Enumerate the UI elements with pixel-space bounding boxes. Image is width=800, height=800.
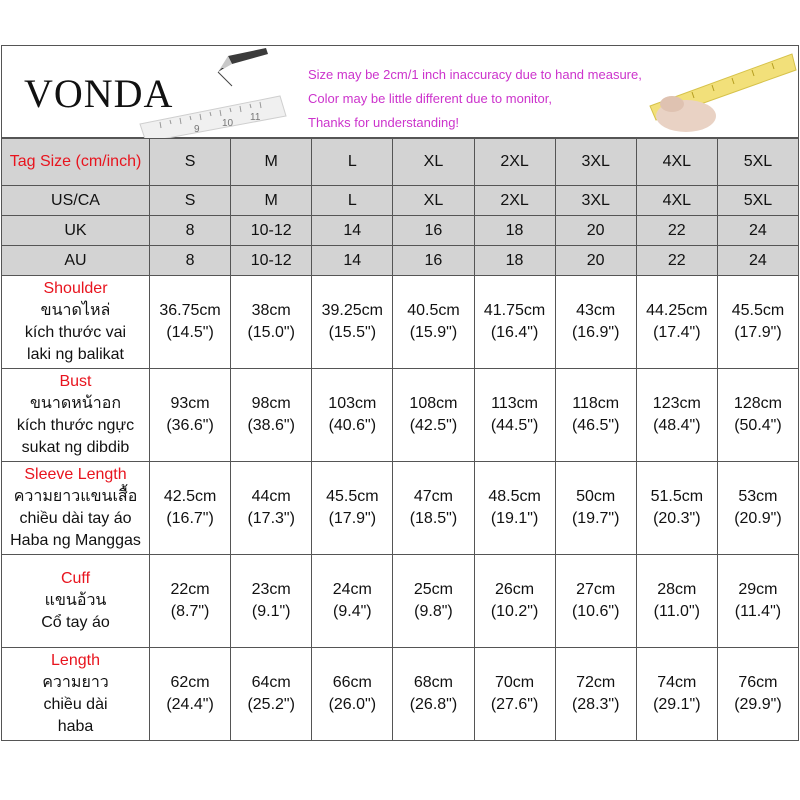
tag-size-label: Tag Size (cm/inch) <box>2 139 150 186</box>
measurement-translation: chiều dài tay áo <box>19 510 132 527</box>
value-inch: (48.4") <box>653 417 701 434</box>
measurement-value-cell <box>717 555 798 648</box>
measurement-value-cell <box>393 648 474 741</box>
value-cm: 108cm <box>409 395 458 412</box>
value-inch: (9.8") <box>414 603 453 620</box>
measurement-title: Sleeve Length <box>24 466 127 483</box>
measurement-row <box>2 462 799 555</box>
measurement-value-cell <box>555 462 636 555</box>
value-inch: (19.1") <box>490 510 539 527</box>
value-inch: (16.9") <box>571 324 620 341</box>
value-cm: 45.5cm <box>326 488 379 505</box>
value-cm: 41.75cm <box>483 302 546 319</box>
value-cm: 24cm <box>332 581 372 598</box>
value-cm: 22cm <box>170 581 210 598</box>
value-cm: 39.25cm <box>321 302 383 319</box>
value-cm: 28cm <box>657 581 697 598</box>
size-chart-table <box>1 138 799 741</box>
size-header-cell: 5XL <box>717 139 798 186</box>
value-inch: (44.5") <box>490 417 539 434</box>
measurement-row <box>2 555 799 648</box>
measurement-value-cell <box>717 369 798 462</box>
value-inch: (14.5") <box>166 324 214 341</box>
value-inch: (50.4") <box>734 417 782 434</box>
measurement-translation: laki ng balikat <box>27 346 124 363</box>
measurement-value-cell <box>150 369 231 462</box>
tag-size-row <box>2 139 799 186</box>
value-inch: (28.3") <box>571 696 620 713</box>
measurement-value-cell <box>231 648 312 741</box>
region-cell: XL <box>393 186 474 216</box>
measurement-value-cell <box>150 648 231 741</box>
region-cell: 20 <box>555 246 636 276</box>
value-cm: 44cm <box>251 488 291 505</box>
measurement-value-cell <box>393 276 474 369</box>
region-cell: 18 <box>474 216 555 246</box>
measurement-value-cell <box>150 276 231 369</box>
measurement-value-cell <box>231 555 312 648</box>
region-cell: 4XL <box>636 186 717 216</box>
value-cm: 62cm <box>170 674 210 691</box>
measurement-value-cell <box>150 555 231 648</box>
measurement-value-cell <box>312 369 393 462</box>
value-inch: (9.4") <box>333 603 372 620</box>
region-cell: 24 <box>717 216 798 246</box>
ruler-number: 10 <box>222 118 234 129</box>
note-line: Thanks for understanding! <box>308 115 460 130</box>
measurement-row <box>2 369 799 462</box>
value-inch: (20.3") <box>653 510 701 527</box>
measurement-value-cell <box>636 462 717 555</box>
value-inch: (11.4") <box>734 603 782 620</box>
value-inch: (25.2") <box>247 696 295 713</box>
measurement-value-cell <box>393 555 474 648</box>
value-inch: (16.4") <box>490 324 539 341</box>
value-inch: (9.1") <box>251 603 291 620</box>
measurement-row <box>2 648 799 741</box>
ruler-pencil-illustration <box>130 46 290 138</box>
measurement-value-cell <box>474 648 555 741</box>
region-row-au <box>2 246 799 276</box>
value-cm: 29cm <box>738 581 778 598</box>
measurement-value-cell <box>474 369 555 462</box>
value-cm: 72cm <box>576 674 616 691</box>
measurement-translation: ขนาดไหล่ <box>40 302 111 319</box>
value-cm: 42.5cm <box>163 488 217 505</box>
region-cell: 16 <box>393 216 474 246</box>
region-cell: 24 <box>717 246 798 276</box>
measurement-value-cell <box>393 369 474 462</box>
value-inch: (26.8") <box>409 696 458 713</box>
value-inch: (29.9") <box>734 696 782 713</box>
measurement-value-cell <box>555 276 636 369</box>
brand-logo: VONDA <box>24 71 174 116</box>
region-cell: 10-12 <box>231 246 312 276</box>
value-inch: (27.6") <box>490 696 539 713</box>
measurement-value-cell <box>312 462 393 555</box>
measurement-value-cell <box>636 555 717 648</box>
value-cm: 128cm <box>733 395 782 412</box>
value-cm: 76cm <box>738 674 778 691</box>
measurement-value-cell <box>312 276 393 369</box>
measurement-translation: sukat ng dibdib <box>21 439 130 456</box>
measurement-title: Shoulder <box>43 280 108 297</box>
size-header-cell: 3XL <box>555 139 636 186</box>
measurement-label-cell <box>2 276 150 369</box>
value-cm: 123cm <box>652 395 701 412</box>
value-inch: (46.5") <box>571 417 620 434</box>
measurement-value-cell <box>636 276 717 369</box>
value-inch: (29.1") <box>653 696 701 713</box>
size-header-cell: 2XL <box>474 139 555 186</box>
value-inch: (38.6") <box>247 417 295 434</box>
value-cm: 40.5cm <box>407 302 460 319</box>
value-inch: (17.4") <box>653 324 701 341</box>
value-inch: (16.7") <box>166 510 214 527</box>
value-cm: 118cm <box>572 395 620 412</box>
value-cm: 47cm <box>413 488 453 505</box>
value-inch: (40.6") <box>328 417 377 434</box>
measurement-value-cell <box>555 555 636 648</box>
value-cm: 64cm <box>251 674 291 691</box>
measurement-translation: Haba ng Manggas <box>10 532 141 549</box>
measurement-value-cell <box>474 555 555 648</box>
measurement-value-cell <box>717 648 798 741</box>
value-cm: 66cm <box>332 674 372 691</box>
note-line: Size may be 2cm/1 inch inaccuracy due to hand measure, <box>308 67 642 82</box>
value-inch: (15.9") <box>409 324 458 341</box>
value-inch: (36.6") <box>166 417 214 434</box>
region-cell: 2XL <box>474 186 555 216</box>
measurement-translation: kích thước ngực <box>16 417 135 434</box>
value-cm: 51.5cm <box>650 488 704 505</box>
region-row-uk <box>2 216 799 246</box>
region-cell: L <box>312 186 393 216</box>
value-cm: 74cm <box>657 674 697 691</box>
measurement-label-cell <box>2 369 150 462</box>
measurement-label-cell <box>2 648 150 741</box>
measurement-translation: ความยาวแขนเสื้อ <box>13 488 138 505</box>
value-inch: (20.9") <box>734 510 782 527</box>
size-header-cell: M <box>231 139 312 186</box>
value-cm: 103cm <box>328 395 377 412</box>
measurement-translation: แขนอ้วน <box>44 592 107 609</box>
measurement-translation: ขนาดหน้าอก <box>29 395 121 412</box>
region-cell: 18 <box>474 246 555 276</box>
measurement-value-cell <box>231 462 312 555</box>
disclaimer-notes <box>308 63 642 135</box>
region-cell: 14 <box>312 216 393 246</box>
measurement-value-cell <box>312 555 393 648</box>
region-cell: 8 <box>150 246 231 276</box>
value-cm: 36.75cm <box>159 302 221 319</box>
value-inch: (17.9") <box>328 510 377 527</box>
value-cm: 98cm <box>251 395 291 412</box>
ruler-number: 9 <box>194 124 200 135</box>
region-cell: M <box>231 186 312 216</box>
value-cm: 23cm <box>251 581 291 598</box>
region-cell: 5XL <box>717 186 798 216</box>
value-cm: 27cm <box>576 581 616 598</box>
hand-tape-measure-illustration <box>642 48 797 136</box>
region-label: AU <box>2 246 150 276</box>
value-inch: (17.3") <box>247 510 295 527</box>
region-row-us-ca <box>2 186 799 216</box>
measurement-value-cell <box>636 369 717 462</box>
measurement-translation: ความยาว <box>42 674 109 691</box>
region-cell: 16 <box>393 246 474 276</box>
value-cm: 93cm <box>170 395 210 412</box>
value-inch: (11.0") <box>653 603 700 620</box>
value-cm: 50cm <box>576 488 616 505</box>
measurement-translation: kích thước vai <box>24 324 127 341</box>
measurement-title: Length <box>51 652 100 669</box>
measurement-value-cell <box>393 462 474 555</box>
banner <box>1 45 799 138</box>
measurement-translation: chiều dài <box>43 696 108 713</box>
measurement-value-cell <box>636 648 717 741</box>
measurement-label-cell <box>2 555 150 648</box>
size-header-cell: L <box>312 139 393 186</box>
value-cm: 68cm <box>413 674 453 691</box>
value-inch: (15.0") <box>247 324 295 341</box>
measurement-value-cell <box>555 369 636 462</box>
region-cell: 20 <box>555 216 636 246</box>
value-inch: (8.7") <box>170 603 210 620</box>
size-header-cell: 4XL <box>636 139 717 186</box>
ruler-number: 11 <box>250 112 261 123</box>
region-cell: 22 <box>636 246 717 276</box>
value-cm: 53cm <box>738 488 778 505</box>
note-line: Color may be little different due to monitor, <box>308 91 552 106</box>
value-cm: 38cm <box>251 302 291 319</box>
value-cm: 70cm <box>495 674 535 691</box>
measurement-value-cell <box>474 462 555 555</box>
value-cm: 44.25cm <box>646 302 708 319</box>
measurement-title: Bust <box>59 373 92 390</box>
value-inch: (10.2") <box>490 603 539 620</box>
measurement-value-cell <box>231 276 312 369</box>
value-inch: (10.6") <box>571 603 620 620</box>
region-cell: 14 <box>312 246 393 276</box>
measurement-rows <box>2 276 799 741</box>
measurement-value-cell <box>150 462 231 555</box>
region-label: UK <box>2 216 150 246</box>
value-inch: (42.5") <box>409 417 458 434</box>
region-cell: 8 <box>150 216 231 246</box>
measurement-translation: Cổ tay áo <box>41 614 110 631</box>
value-cm: 113cm <box>491 395 538 412</box>
size-header-cell: S <box>150 139 231 186</box>
measurement-value-cell <box>717 462 798 555</box>
region-label: US/CA <box>2 186 150 216</box>
measurement-value-cell <box>555 648 636 741</box>
value-cm: 43cm <box>576 302 616 319</box>
value-inch: (24.4") <box>166 696 214 713</box>
value-inch: (17.9") <box>734 324 782 341</box>
region-cell: S <box>150 186 231 216</box>
measurement-value-cell <box>312 648 393 741</box>
value-inch: (18.5") <box>409 510 458 527</box>
measurement-value-cell <box>231 369 312 462</box>
value-inch: (15.5") <box>328 324 377 341</box>
region-cell: 10-12 <box>231 216 312 246</box>
value-inch: (26.0") <box>328 696 377 713</box>
measurement-value-cell <box>717 276 798 369</box>
value-cm: 48.5cm <box>488 488 541 505</box>
value-cm: 45.5cm <box>731 302 785 319</box>
region-cell: 22 <box>636 216 717 246</box>
measurement-label-cell <box>2 462 150 555</box>
measurement-value-cell <box>474 276 555 369</box>
size-header-cell: XL <box>393 139 474 186</box>
value-cm: 26cm <box>495 581 535 598</box>
region-cell: 3XL <box>555 186 636 216</box>
measurement-row <box>2 276 799 369</box>
measurement-title: Cuff <box>60 570 91 587</box>
value-inch: (19.7") <box>571 510 620 527</box>
value-cm: 25cm <box>413 581 453 598</box>
measurement-translation: haba <box>57 718 94 735</box>
